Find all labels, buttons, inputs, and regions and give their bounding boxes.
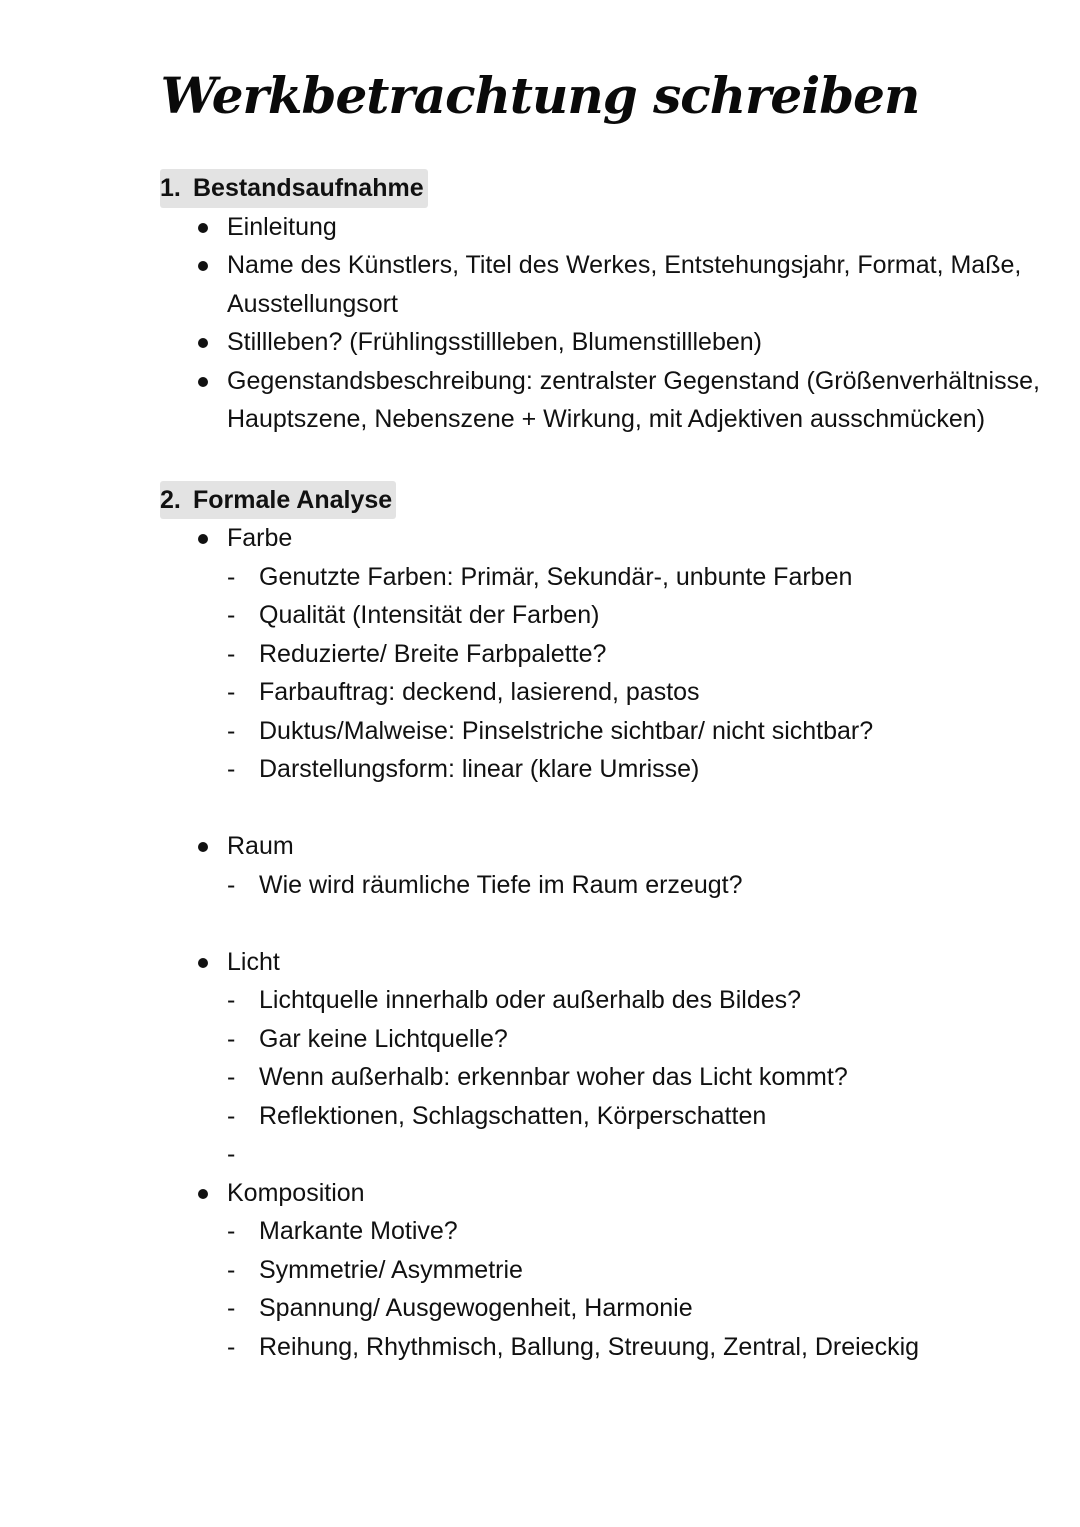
sub-item-text: Markante Motive? bbox=[259, 1217, 458, 1245]
dash-icon: - bbox=[227, 1063, 236, 1091]
sub-item bbox=[160, 1251, 1040, 1290]
bullet-icon bbox=[198, 958, 208, 968]
section bbox=[160, 481, 1040, 1367]
bullet-group bbox=[160, 519, 1040, 789]
section-title: Formale Analyse bbox=[193, 485, 393, 514]
sub-item-text: Farbauftrag: deckend, lasierend, pastos bbox=[259, 678, 700, 706]
section-heading-line bbox=[160, 169, 1040, 208]
bullet-text: Raum bbox=[227, 832, 294, 860]
page-title-text: Werkbetrachtung schreiben bbox=[160, 66, 920, 125]
bullet-group bbox=[160, 246, 1040, 323]
sub-item-text: Spannung/ Ausgewogenheit, Harmonie bbox=[259, 1294, 693, 1322]
document-body bbox=[160, 169, 1040, 1408]
bullet-text: Name des Künstlers, Titel des Werkes, Entstehungsjahr, Format, Maße, Ausstellungsort bbox=[227, 251, 1022, 318]
section-heading-line bbox=[160, 481, 1040, 520]
bullet-text: Licht bbox=[227, 947, 280, 976]
dash-icon: - bbox=[227, 870, 236, 899]
bullet-group bbox=[160, 323, 1040, 362]
bullet-text: Stillleben? (Frühlingsstillleben, Blumenstillleben) bbox=[227, 328, 762, 356]
sub-item-text: Qualität (Intensität der Farben) bbox=[259, 601, 600, 629]
bullet-icon bbox=[198, 1189, 208, 1199]
bullet-group bbox=[160, 827, 1040, 904]
bullet-icon bbox=[198, 377, 208, 387]
section-title: Bestandsaufnahme bbox=[193, 174, 424, 202]
bullet-item bbox=[160, 323, 1040, 362]
bullet-item bbox=[160, 246, 1040, 323]
dash-icon: - bbox=[227, 1294, 236, 1322]
bullet-icon bbox=[198, 223, 208, 233]
sub-item bbox=[160, 1289, 1040, 1328]
bullet-group bbox=[160, 943, 1040, 1174]
bullet-item bbox=[160, 519, 1040, 558]
bullet-text: Komposition bbox=[227, 1178, 365, 1207]
sub-item bbox=[160, 635, 1040, 674]
sub-item bbox=[160, 712, 1040, 751]
bullet-text: Einleitung bbox=[227, 212, 337, 241]
bullet-item bbox=[160, 362, 1040, 439]
bullet-icon bbox=[198, 261, 208, 271]
bullet-icon bbox=[198, 842, 208, 852]
sub-item-text: Gar keine Lichtquelle? bbox=[259, 1024, 508, 1053]
dash-icon: - bbox=[227, 562, 236, 591]
sub-item-text: Genutzte Farben: Primär, Sekundär-, unbunte Farben bbox=[259, 562, 853, 591]
bullet-group bbox=[160, 208, 1040, 247]
sub-item bbox=[160, 1020, 1040, 1059]
sub-item bbox=[160, 1212, 1040, 1251]
section bbox=[160, 169, 1040, 439]
sub-item-text: Duktus/Malweise: Pinselstriche sichtbar/ nicht sichtbar? bbox=[259, 716, 874, 745]
dash-icon: - bbox=[227, 678, 236, 706]
bullet-icon bbox=[198, 534, 208, 544]
sub-item bbox=[160, 750, 1040, 789]
dash-icon: - bbox=[227, 1255, 236, 1284]
dash-icon: - bbox=[227, 601, 236, 629]
bullet-group bbox=[160, 362, 1040, 439]
bullet-text: Gegenstandsbeschreibung: zentralster Gegenstand (Größenverhältnisse, Hauptszene, Nebenszene + Wirkung, mit Adjektiven ausschmücken) bbox=[227, 366, 1040, 433]
sub-item bbox=[160, 1097, 1040, 1136]
sub-item-text: Reflektionen, Schlagschatten, Körperschatten bbox=[259, 1101, 767, 1130]
dash-icon: - bbox=[227, 986, 236, 1014]
sub-item bbox=[160, 1135, 1040, 1174]
sub-item bbox=[160, 866, 1040, 905]
sub-item bbox=[160, 558, 1040, 597]
dash-icon: - bbox=[227, 1140, 236, 1168]
dash-icon: - bbox=[227, 716, 236, 745]
section-number: 1. bbox=[160, 174, 181, 202]
bullet-item bbox=[160, 943, 1040, 982]
page-title bbox=[141, 62, 940, 129]
bullet-item bbox=[160, 1174, 1040, 1213]
bullet-group bbox=[160, 1174, 1040, 1367]
sub-item-text: Darstellungsform: linear (klare Umrisse) bbox=[259, 755, 700, 783]
dash-icon: - bbox=[227, 1332, 236, 1361]
dash-icon: - bbox=[227, 755, 236, 783]
bullet-icon bbox=[198, 338, 208, 348]
sub-item-text: Symmetrie/ Asymmetrie bbox=[259, 1255, 523, 1284]
bullet-text: Farbe bbox=[227, 524, 293, 552]
sub-item bbox=[160, 1058, 1040, 1097]
dash-icon: - bbox=[227, 639, 236, 668]
bullet-item bbox=[160, 827, 1040, 866]
section-heading bbox=[160, 481, 396, 520]
sub-item bbox=[160, 981, 1040, 1020]
section-number: 2. bbox=[160, 485, 181, 514]
sub-item-text: Wenn außerhalb: erkennbar woher das Licht kommt? bbox=[259, 1063, 848, 1091]
sub-item bbox=[160, 1328, 1040, 1367]
dash-icon: - bbox=[227, 1101, 236, 1130]
sub-item-text: Reduzierte/ Breite Farbpalette? bbox=[259, 639, 607, 668]
bullet-item bbox=[160, 208, 1040, 247]
dash-icon: - bbox=[227, 1217, 236, 1245]
sub-item-text: Reihung, Rhythmisch, Ballung, Streuung, Zentral, Dreieckig bbox=[259, 1332, 920, 1361]
dash-icon: - bbox=[227, 1024, 236, 1053]
sub-item bbox=[160, 596, 1040, 635]
section-heading bbox=[160, 169, 428, 208]
title-container bbox=[0, 62, 1080, 129]
sub-item-text: Wie wird räumliche Tiefe im Raum erzeugt? bbox=[259, 870, 743, 899]
sub-item bbox=[160, 673, 1040, 712]
sub-item-text: Lichtquelle innerhalb oder außerhalb des Bildes? bbox=[259, 986, 802, 1014]
